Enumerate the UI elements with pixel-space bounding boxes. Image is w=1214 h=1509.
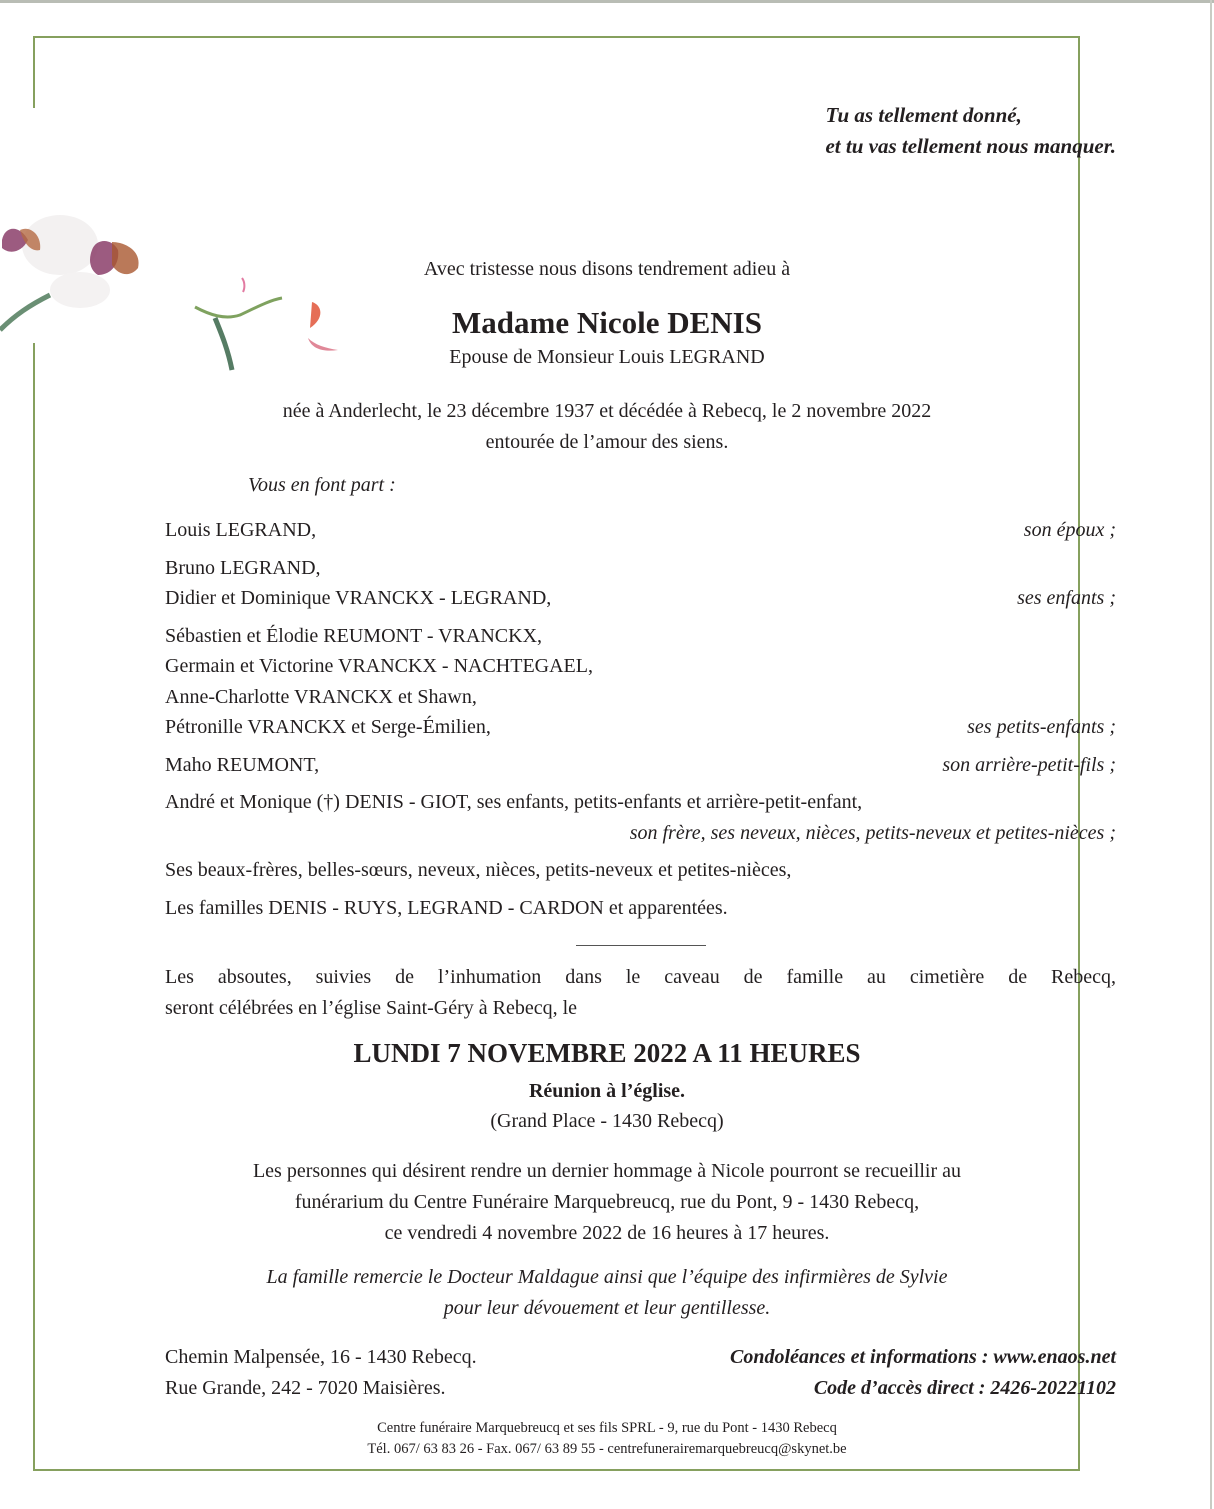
service-line-1: Les absoutes, suivies de l’inhumation dans le caveau de famille au cimetière de Rebecq, <box>165 966 1116 988</box>
service-line-2: seront célébrées en l’église Saint-Géry à Rebecq, le <box>165 996 578 1019</box>
visitation-line-3: ce vendredi 4 novembre 2022 de 16 heures à 17 heures. <box>384 1222 830 1244</box>
service-text <box>165 962 1116 1023</box>
family-group-in-laws <box>165 855 1116 886</box>
thanks-line-2: pour leur dévouement et leur gentillesse. <box>443 1297 771 1319</box>
family-member: Anne-Charlotte VRANCKX et Shawn, <box>165 685 477 708</box>
church-address: (Grand Place - 1430 Rebecq) <box>490 1110 724 1132</box>
family-member: Maho REUMONT, <box>165 753 320 776</box>
relation-label: son époux ; <box>1023 519 1116 541</box>
condolences-website[interactable]: Condoléances et informations : www.enaos.net <box>730 1346 1116 1368</box>
deceased-name: Madame Nicole DENIS <box>452 305 762 340</box>
intro-text: Avec tristesse nous disons tendrement adieu à <box>423 258 791 280</box>
family-member: Bruno LEGRAND, <box>165 556 321 579</box>
family-group-families <box>165 893 1116 924</box>
surrounded-line: entourée de l’amour des siens. <box>485 431 729 453</box>
spouse-line: Epouse de Monsieur Louis LEGRAND <box>449 346 765 368</box>
reunion-note: Réunion à l’église. <box>528 1080 686 1102</box>
address-line-2: Rue Grande, 242 - 7020 Maisières. <box>165 1377 446 1399</box>
footer-line-1: Centre funéraire Marquebreucq et ses fils SPRL - 9, rue du Pont - 1430 Rebecq <box>377 1420 837 1436</box>
family-member: Didier et Dominique VRANCKX - LEGRAND, <box>165 587 552 609</box>
family-member: Ses beaux-frères, belles-sœurs, neveux, nièces, petits-neveux et petites-nièces, <box>165 859 792 881</box>
family-member: Pétronille VRANCKX et Serge-Émilien, <box>165 716 491 738</box>
family-group-great-grandchild <box>165 750 1116 781</box>
visitation-line-1: Les personnes qui désirent rendre un dernier hommage à Nicole pourront se recueillir au <box>252 1160 962 1182</box>
footer-line-2: Tél. 067/ 63 83 26 - Fax. 067/ 63 89 55 - centrefunerairemarquebreucq@skynet.be <box>367 1441 847 1457</box>
address-line-1: Chemin Malpensée, 16 - 1430 Rebecq. <box>165 1346 477 1368</box>
family-heading: Vous en font part : <box>248 474 396 496</box>
birth-death-dates: née à Anderlecht, le 23 décembre 1937 et décédée à Rebecq, le 2 novembre 2022 <box>282 400 932 422</box>
relation-label: ses enfants ; <box>1017 587 1116 609</box>
relation-label: son arrière-petit-fils ; <box>942 753 1116 776</box>
family-member: Louis LEGRAND, <box>165 519 317 541</box>
family-addresses <box>165 1342 477 1404</box>
motto-line-2: et tu vas tellement nous manquer. <box>825 134 1116 158</box>
family-group-grandchildren <box>165 621 1116 743</box>
motto-line-1: Tu as tellement donné, <box>825 103 1022 127</box>
family-member: Les familles DENIS - RUYS, LEGRAND - CARDON et apparentées. <box>165 896 728 919</box>
visitation-line-2: funérarium du Centre Funéraire Marquebreucq, rue du Pont, 9 - 1430 Rebecq, <box>294 1191 920 1213</box>
motto <box>825 100 1116 162</box>
funeral-home-footer <box>0 1418 1214 1460</box>
visitation-text <box>0 1156 1214 1249</box>
family-member: Sébastien et Élodie REUMONT - VRANCKX, <box>165 624 543 647</box>
section-divider <box>576 945 706 946</box>
family-group-children <box>165 553 1116 614</box>
family-member: André et Monique (†) DENIS - GIOT, ses enfants, petits-enfants et arrière-petit-enfant, <box>165 791 863 813</box>
relation-label: ses petits-enfants ; <box>967 716 1116 738</box>
family-group-brother <box>165 787 1116 848</box>
scan-edge-top <box>0 0 1214 3</box>
thanks-text <box>0 1262 1214 1324</box>
condolences-info <box>730 1342 1116 1404</box>
family-list <box>165 515 1116 930</box>
family-member: Germain et Victorine VRANCKX - NACHTEGAEL, <box>165 655 593 677</box>
relation-label: son frère, ses neveux, nièces, petits-neveux et petites-nièces ; <box>629 821 1116 844</box>
thanks-line-1: La famille remercie le Docteur Maldague ainsi que l’équipe des infirmières de Sylvie <box>266 1266 948 1288</box>
dates-block <box>0 396 1214 458</box>
access-code: Code d’accès direct : 2426-20221102 <box>813 1377 1116 1399</box>
family-group-spouse <box>165 515 1116 546</box>
ceremony-date: LUNDI 7 NOVEMBRE 2022 A 11 HEURES <box>353 1038 861 1068</box>
